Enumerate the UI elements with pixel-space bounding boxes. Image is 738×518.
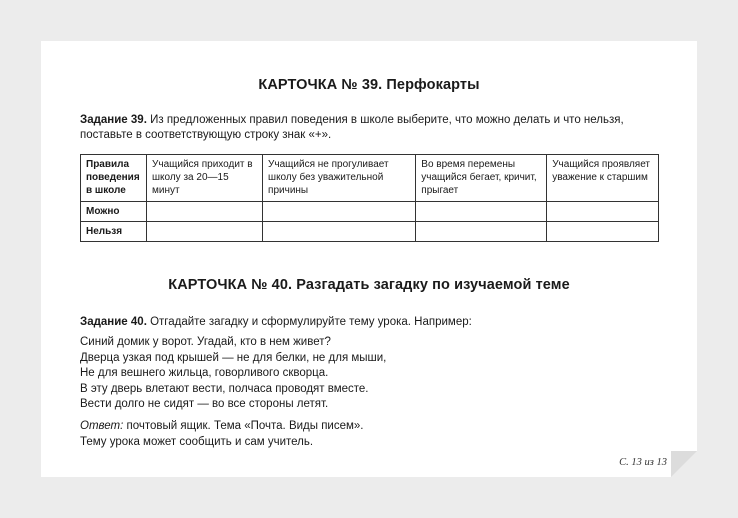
riddle-line: Вести долго не сидят — во все стороны летят. — [80, 398, 329, 410]
table-header-cell: Правила поведения в школе — [81, 155, 147, 202]
table-cell-empty — [147, 222, 263, 242]
riddle-line: Не для вешнего жильца, говорливого скворца. — [80, 367, 329, 379]
task-40-label: Задание 40. — [80, 316, 147, 328]
riddle-line: Дверца узкая под крышей — не для белки, не для мыши, — [80, 351, 387, 364]
card-40-title: КАРТОЧКА № 40. Разгадать загадку по изучаемой теме — [168, 277, 570, 293]
table-row-label: Можно — [81, 202, 147, 222]
page-corner-fold — [671, 451, 697, 477]
table-header-cell: Учащийся приходит в школу за 20—15 минут — [147, 155, 263, 202]
task-40-body: Отгадайте загадку и сформулируйте тему урока. Например: — [146, 316, 472, 328]
answer-text: почтовый ящик. Тема «Почта. Виды писем». — [123, 420, 364, 432]
task-39-body: Из предложенных правил поведения в школе выберите, что можно делать и что нельзя, поставьте в соответствующую строку знак «+». — [80, 114, 624, 141]
document-page — [41, 41, 697, 477]
card-39-title: КАРТОЧКА № 39. Перфокарты — [258, 77, 480, 93]
riddle-text — [80, 335, 640, 413]
table-cell-empty — [416, 202, 547, 222]
table-cell-empty — [147, 202, 263, 222]
table-cell-empty — [547, 202, 659, 222]
table-header-cell: Во время перемены учащийся бегает, кричит, прыгает — [416, 155, 547, 202]
answer-label: Ответ: — [80, 420, 124, 432]
riddle-line: Синий домик у ворот. Угадай, кто в нем живет? — [80, 336, 331, 348]
riddle-line: В эту дверь влетают вести, полчаса проводят вместе. — [80, 382, 369, 395]
task-39-label: Задание 39. — [80, 114, 147, 126]
page-number: С. 13 из 13 — [619, 457, 667, 468]
table-header-row — [81, 155, 659, 202]
answer-note: Тему урока может сообщить и сам учитель. — [80, 435, 314, 448]
table-header-cell: Учащийся не прогуливает школу без уважительной причины — [263, 155, 416, 202]
table-row-label: Нельзя — [81, 222, 147, 242]
table-cell-empty — [263, 202, 416, 222]
table-cell-empty — [263, 222, 416, 242]
task-39-text — [80, 113, 670, 143]
behavior-rules-table — [80, 154, 659, 242]
table-row-forbidden — [81, 222, 659, 242]
table-row-allowed — [81, 202, 659, 222]
answer-line — [80, 419, 640, 435]
table-cell-empty — [547, 222, 659, 242]
answer-block — [80, 419, 640, 450]
task-40-text — [80, 315, 670, 330]
table-cell-empty — [416, 222, 547, 242]
table-header-cell: Учащийся проявляет уважение к старшим — [547, 155, 659, 202]
